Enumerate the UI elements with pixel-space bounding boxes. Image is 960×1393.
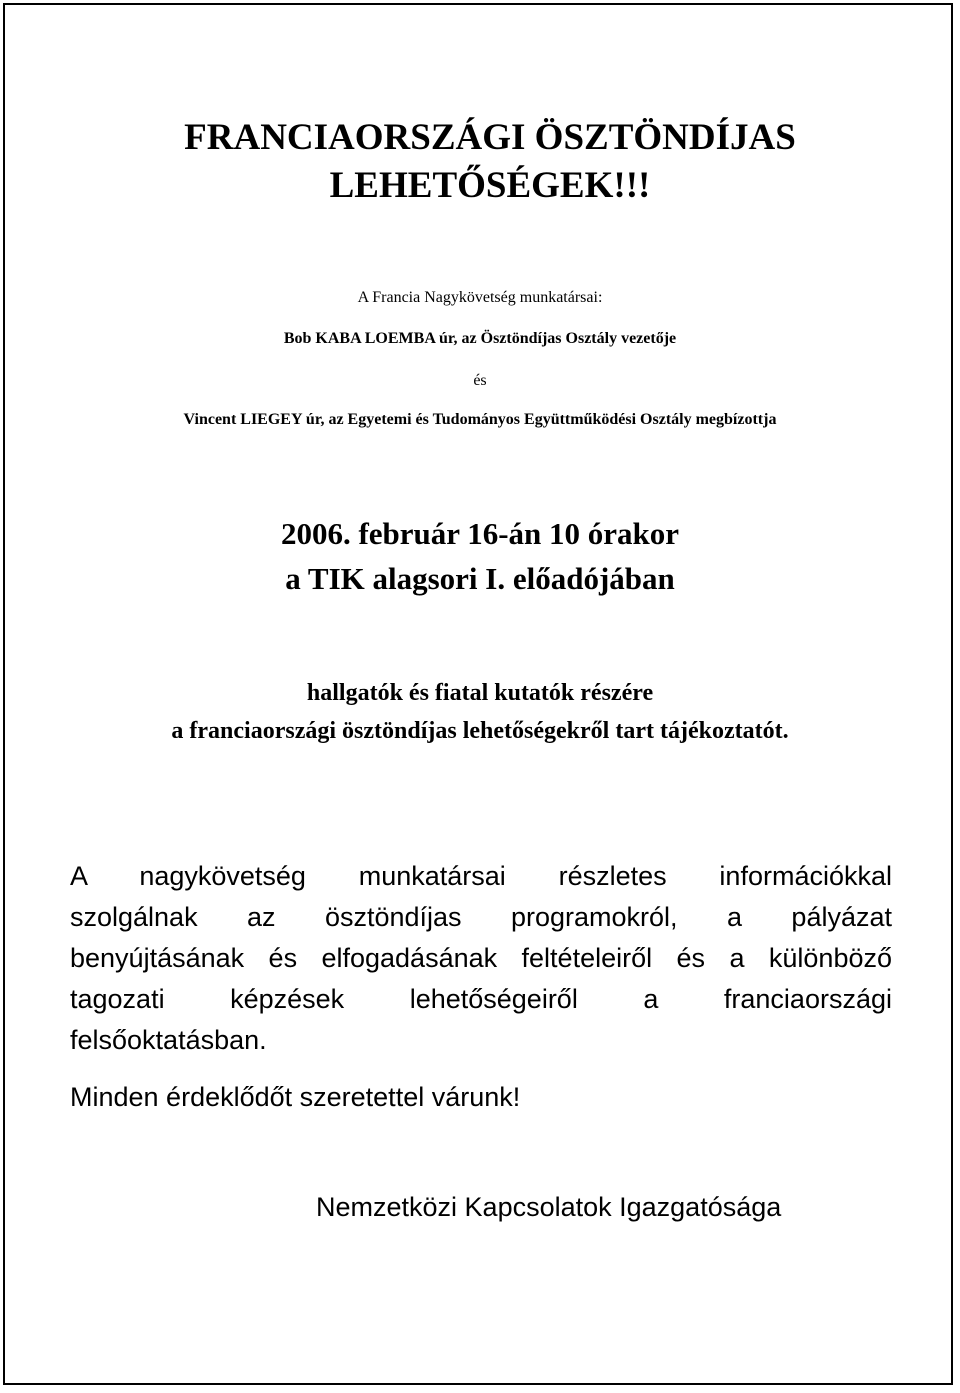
event-location: a TIK alagsori I. előadójában: [285, 561, 675, 596]
audience-line-1: hallgatók és fiatal kutatók részére: [306, 680, 654, 706]
staff-person-2: Vincent LIEGEY úr, az Egyetemi és Tudományos Együttműködési Osztály megbízottja: [183, 411, 777, 428]
description-line: tagozati képzések lehetőségeiről a franciaországi: [70, 984, 892, 1014]
description-line: benyújtásának és elfogadásának feltételeiről és a különböző: [70, 943, 892, 973]
signature: Nemzetközi Kapcsolatok Igazgatósága: [316, 1192, 782, 1222]
audience-line-2: a franciaországi ösztöndíjas lehetőségekről tart tájékoztatót.: [171, 718, 789, 744]
document-title-line-1: FRANCIAORSZÁGI ÖSZTÖNDÍJAS: [184, 117, 796, 158]
staff-person-1: Bob KABA LOEMBA úr, az Ösztöndíjas Osztály vezetője: [283, 330, 677, 347]
description-paragraph: [70, 856, 892, 1061]
staff-intro: A Francia Nagykövetség munkatársai:: [357, 289, 603, 306]
description-line: szolgálnak az ösztöndíjas programokról, a pályázat: [70, 902, 892, 932]
staff-conjunction: és: [473, 372, 487, 389]
description-line: A nagykövetség munkatársai részletes információkkal: [70, 861, 892, 891]
description-line: felsőoktatásban.: [70, 1025, 267, 1055]
welcome-text: Minden érdeklődőt szeretettel várunk!: [70, 1082, 521, 1112]
event-datetime: 2006. február 16-án 10 órakor: [280, 516, 680, 551]
document-title-line-2: LEHETŐSÉGEK!!!: [329, 165, 651, 206]
